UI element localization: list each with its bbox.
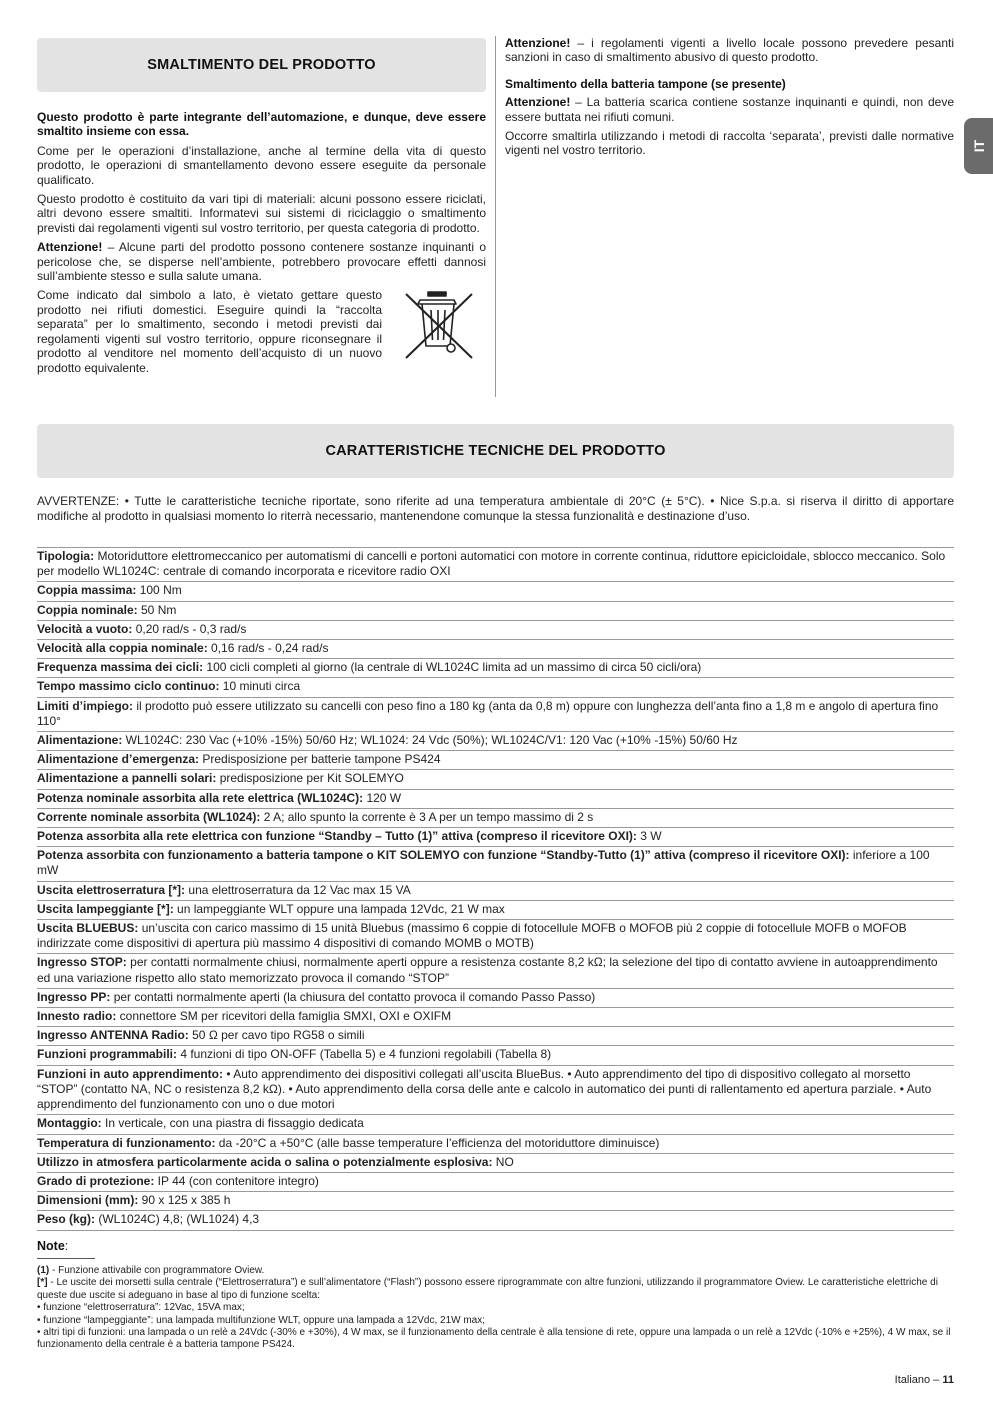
notes-list — [37, 1265, 954, 1352]
column-divider — [495, 36, 496, 397]
spec-label: Ingresso STOP: — [37, 955, 127, 970]
spec-value: Predisposizione per batterie tampone PS424 — [199, 752, 441, 767]
note-label: (1) — [37, 1265, 50, 1276]
note-text: • funzione “lampeggiante”: una lampada multifunzione WLT, oppure una lampada a 12Vdc, 21W max; — [37, 1314, 486, 1326]
spec-row — [37, 1008, 954, 1027]
disposal-symbol-block — [37, 288, 486, 379]
spec-value: da -20°C a +50°C (alle basse temperature l’efficienza del motoriduttore diminuisce) — [215, 1135, 660, 1150]
spec-value: inferiore a 100 mW — [37, 848, 930, 878]
warning-label: Attenzione! — [505, 36, 571, 50]
note-item — [37, 1265, 954, 1277]
disposal-warning-paragraph — [37, 240, 486, 283]
spec-value: 100 Nm — [136, 583, 182, 598]
section-disposal-title: SMALTIMENTO DEL PRODOTTO — [147, 57, 376, 73]
spec-row — [37, 954, 954, 988]
notes-title-label: Note — [37, 1239, 65, 1253]
spec-row — [37, 847, 954, 881]
spec-label: Funzioni in auto apprendimento: — [37, 1066, 223, 1081]
notes-title-colon: : — [64, 1239, 69, 1253]
spec-row — [37, 790, 954, 809]
spec-row — [37, 582, 954, 601]
spec-row — [37, 989, 954, 1008]
spec-label: Innesto radio: — [37, 1009, 117, 1024]
notes-section — [37, 1239, 954, 1352]
spec-label: Uscita elettroserratura [*]: — [37, 882, 186, 897]
spec-row — [37, 659, 954, 678]
spec-value: una elettroserratura da 12 Vac max 15 VA — [185, 882, 411, 897]
section-specs-heading — [37, 424, 954, 478]
spec-row — [37, 901, 954, 920]
sanctions-warning-paragraph — [505, 36, 954, 65]
spec-label: Alimentazione a pannelli solari: — [37, 771, 217, 786]
note-label: [*] — [37, 1277, 48, 1289]
spec-value: per contatti normalmente aperti (la chiusura del contatto provoca il comando Passo Passo) — [110, 989, 596, 1004]
spec-value: 4 funzioni di tipo ON-OFF (Tabella 5) e 4 funzioni regolabili (Tabella 8) — [177, 1047, 552, 1062]
spec-value: 0,16 rad/s - 0,24 rad/s — [207, 641, 329, 656]
notes-divider — [37, 1258, 95, 1259]
spec-row — [37, 882, 954, 901]
spec-value: 100 cicli completi al giorno (la centrale di WL1024C limita ad un massimo di circa 50 cicli/ora) — [203, 660, 702, 675]
spec-row — [37, 1192, 954, 1211]
language-tab-label: IT — [970, 139, 987, 153]
spec-row — [37, 770, 954, 789]
spec-label: Coppia massima: — [37, 583, 137, 598]
notes-title — [37, 1239, 954, 1253]
spec-row — [37, 1154, 954, 1173]
page-number: 11 — [942, 1374, 954, 1386]
note-item — [37, 1315, 954, 1327]
spec-label: Montaggio: — [37, 1116, 102, 1131]
spec-label: Velocità a vuoto: — [37, 621, 133, 636]
spec-row — [37, 1046, 954, 1065]
spec-value: • Auto apprendimento dei dispositivi collegati all’uscita BlueBus. • Auto apprendimento del tipo di dispositivo collegato al morsetto “STOP” (contatto NA, NC o resistenza 8,2 kΩ). • Auto apprendimento della corsa delle ante e calcolo in automatico dei punti di rallentamento ed apertura parziale. • Auto apprendimento del funzionamento con uno o due motori — [37, 1066, 932, 1112]
crossed-out-wheelie-bin-icon — [400, 290, 478, 360]
spec-row — [37, 1211, 954, 1230]
spec-row — [37, 1115, 954, 1134]
spec-value: 0,20 rad/s - 0,3 rad/s — [132, 621, 247, 636]
spec-label: Corrente nominale assorbita (WL1024): — [37, 809, 261, 824]
spec-value: 90 x 125 x 385 h — [138, 1193, 231, 1208]
specs-warning-text: • Tutte le caratteristiche tecniche riportate, sono riferite ad una temperatura ambientale di 20°C (± 5°C). • Nice S.p.a. si riserva il diritto di apportare modifiche al prodotto in qualsiasi momento lo riterrà necessario, mantenendone comunque la stessa funzionalità e destinazione d’uso. — [37, 494, 954, 524]
spec-value: WL1024C: 230 Vac (+10% -15%) 50/60 Hz; WL1024: 24 Vdc (50%); WL1024C/V1: 120 Vac (+10% -15%) 50/60 Hz — [122, 733, 738, 748]
specs-warning-label: AVVERTENZE: — [37, 494, 120, 508]
spec-row — [37, 920, 954, 954]
spec-value: Motoriduttore elettromeccanico per automatismi di cancelli e portoni automatici con motore in corrente continua, riduttore epicicloidale, sblocco meccanico. Solo per modello WL1024C: centrale di comando incorporata e ricevitore radio OXI — [37, 549, 946, 579]
spec-label: Funzioni programmabili: — [37, 1047, 177, 1062]
spec-row — [37, 1066, 954, 1116]
spec-row — [37, 809, 954, 828]
note-text: - Le uscite dei morsetti sulla centrale (“Elettroserratura”) e sull’alimentatore (“Flash”) possono essere riprogrammate con altre funzioni, utilizzando il programmatore Oview. Le caratteristiche elettriche di queste due uscite si adeguano in base al tipo di funzione scelta: — [37, 1277, 938, 1301]
disposal-paragraph-4: Come indicato dal simbolo a lato, è vietato gettare questo prodotto nei rifiuti domestici. Eseguire quindi la “raccolta separata” per lo smaltimento, secondo i metodi previsti dai regolamenti vigenti sul vostro territorio, oppure riconsegnare il prodotto al venditore nel momento dell’acquisto di un nuovo prodotto equivalente. — [37, 288, 382, 375]
spec-label: Potenza nominale assorbita alla rete elettrica (WL1024C): — [37, 790, 364, 805]
spec-label: Limiti d’impiego: — [37, 698, 133, 713]
spec-row — [37, 678, 954, 697]
spec-value: 10 minuti circa — [219, 679, 301, 694]
note-item — [37, 1302, 954, 1314]
spec-value: 2 A; allo spunto la corrente è 3 A per un tempo massimo di 2 s — [260, 809, 594, 824]
spec-row — [37, 828, 954, 847]
spec-row — [37, 751, 954, 770]
spec-label: Ingresso ANTENNA Radio: — [37, 1028, 189, 1043]
spec-row — [37, 602, 954, 621]
spec-label: Potenza assorbita alla rete elettrica con funzione “Standby – Tutto (1)” attiva (compreso il ricevitore OXI): — [37, 829, 637, 844]
spec-value: In verticale, con una piastra di fissaggio dedicata — [101, 1116, 364, 1131]
page-footer — [895, 1374, 954, 1386]
note-item — [37, 1277, 954, 1302]
spec-label: Frequenza massima dei cicli: — [37, 660, 204, 675]
spec-label: Peso (kg): — [37, 1212, 96, 1227]
spec-label: Alimentazione: — [37, 733, 123, 748]
spec-row — [37, 621, 954, 640]
note-item — [37, 1327, 954, 1352]
note-text: - Funzione attivabile con programmatore Oview. — [49, 1265, 265, 1276]
spec-value: il prodotto può essere utilizzato su cancelli con peso fino a 180 kg (anta da 0,8 m) oppure con lunghezza dell’anta fino a 1,8 m e angolo di apertura fino 110° — [37, 698, 939, 728]
spec-label: Uscita BLUEBUS: — [37, 921, 139, 936]
warning-text: – i regolamenti vigenti a livello locale possono prevedere pesanti sanzioni in caso di smaltimento abusivo di questo prodotto. — [505, 36, 954, 65]
spec-label: Alimentazione d’emergenza: — [37, 752, 200, 767]
spec-label: Potenza assorbita con funzionamento a batteria tampone o KIT SOLEMYO con funzione “Standby-Tutto (1)” attiva (compreso il ricevitore OXI): — [37, 848, 850, 863]
spec-label: Tempo massimo ciclo continuo: — [37, 679, 220, 694]
spec-value: IP 44 (con contenitore integro) — [154, 1173, 319, 1188]
spec-label: Temperatura di funzionamento: — [37, 1135, 216, 1150]
disposal-left-column — [37, 110, 486, 380]
spec-value: 120 W — [363, 790, 402, 805]
spec-label: Velocità alla coppia nominale: — [37, 641, 208, 656]
spec-row — [37, 732, 954, 751]
section-disposal-heading — [37, 38, 486, 92]
disposal-paragraph-2: Questo prodotto è costituito da vari tipi di materiali: alcuni possono essere riciclati, altri devono essere smaltiti. Informatevi sui sistemi di riciclaggio o smaltimento previsti dai regolamenti vigenti sul vostro territorio, per questa categoria di prodotto. — [37, 192, 486, 235]
section-specs-title: CARATTERISTICHE TECNICHE DEL PRODOTTO — [325, 443, 666, 459]
specs-warning-paragraph — [37, 494, 954, 525]
spec-row — [37, 1135, 954, 1154]
spec-label: Coppia nominale: — [37, 602, 138, 617]
note-text: • funzione “elettroserratura”: 12Vac, 15VA max; — [37, 1302, 245, 1314]
spec-label: Utilizzo in atmosfera particolarmente acida o salina o potenzialmente esplosiva: — [37, 1154, 493, 1169]
spec-value: predisposizione per Kit SOLEMYO — [216, 771, 404, 786]
warning-text: – Alcune parti del prodotto possono contenere sostanze inquinanti o pericolose che, se disperse nell’ambiente, potrebbero provocare effetti dannosi sull’ambiente stesso e sulla salute umana. — [37, 240, 486, 284]
footer-language: Italiano – — [894, 1374, 943, 1386]
spec-row — [37, 698, 954, 732]
battery-disposal-paragraph: Occorre smaltirla utilizzando i metodi di raccolta ‘separata’, previsti dalle normative vigenti nel vostro territorio. — [505, 129, 954, 158]
specs-table — [37, 547, 954, 1231]
spec-value: un lampeggiante WLT oppure una lampada 12Vdc, 21 W max — [173, 901, 505, 916]
note-text: • altri tipi di funzioni: una lampada o un relè a 24Vdc (-30% e +30%), 4 W max, se il funzionamento della centrale è alla tensione di rete, oppure una lampada o un relè a 12Vdc (-10% e +25%), 4 W max, se il funzionamento della centrale è a batteria tampone PS424. — [37, 1327, 951, 1351]
spec-label: Uscita lampeggiante [*]: — [37, 901, 174, 916]
spec-row — [37, 548, 954, 582]
spec-row — [37, 1173, 954, 1192]
spec-value: (WL1024C) 4,8; (WL1024) 4,3 — [95, 1212, 260, 1227]
disposal-right-column — [505, 36, 954, 163]
spec-row — [37, 1027, 954, 1046]
spec-value: connettore SM per ricevitori della famiglia SMXI, OXI e OXIFM — [116, 1009, 452, 1024]
spec-value: NO — [492, 1154, 514, 1169]
spec-value: 3 W — [636, 829, 662, 844]
spec-value: 50 Nm — [137, 602, 177, 617]
battery-warning-paragraph — [505, 95, 954, 124]
warning-label: Attenzione! — [505, 95, 571, 110]
spec-row — [37, 640, 954, 659]
spec-label: Grado di protezione: — [37, 1173, 155, 1188]
disposal-lead-paragraph: Questo prodotto è parte integrante dell’automazione, e dunque, deve essere smaltito insieme con essa. — [37, 110, 486, 139]
spec-label: Dimensioni (mm): — [37, 1193, 139, 1208]
warning-label: Attenzione! — [37, 240, 103, 255]
spec-value: 50 Ω per cavo tipo RG58 o simili — [188, 1028, 365, 1043]
battery-disposal-subheading: Smaltimento della batteria tampone (se presente) — [505, 76, 786, 91]
spec-value: per contatti normalmente chiusi, normalmente aperti oppure a resistenza costante 8,2 kΩ; la selezione del tipo di contatto avviene in autoapprendimento ed una variazione rispetto allo stato memorizzato provoca il comando “STOP” — [37, 955, 938, 985]
spec-value: un’uscita con carico massimo di 15 unità Bluebus (massimo 6 coppie di fotocellule MOFB o MOFOB più 2 coppie di fotocellule MOFB o MOFOB indirizzate come dispositivi di apertura più massimo 4 dispositivi di comando MOMB o MOTB) — [37, 921, 907, 951]
language-tab — [964, 118, 993, 174]
spec-label: Tipologia: — [37, 549, 95, 563]
spec-label: Ingresso PP: — [37, 989, 111, 1004]
disposal-paragraph-1: Come per le operazioni d’installazione, anche al termine della vita di questo prodotto, le operazioni di smantellamento devono essere eseguite da personale qualificato. — [37, 143, 486, 187]
warning-text: – La batteria scarica contiene sostanze inquinanti e quindi, non deve essere buttata nei rifiuti comuni. — [505, 95, 954, 124]
